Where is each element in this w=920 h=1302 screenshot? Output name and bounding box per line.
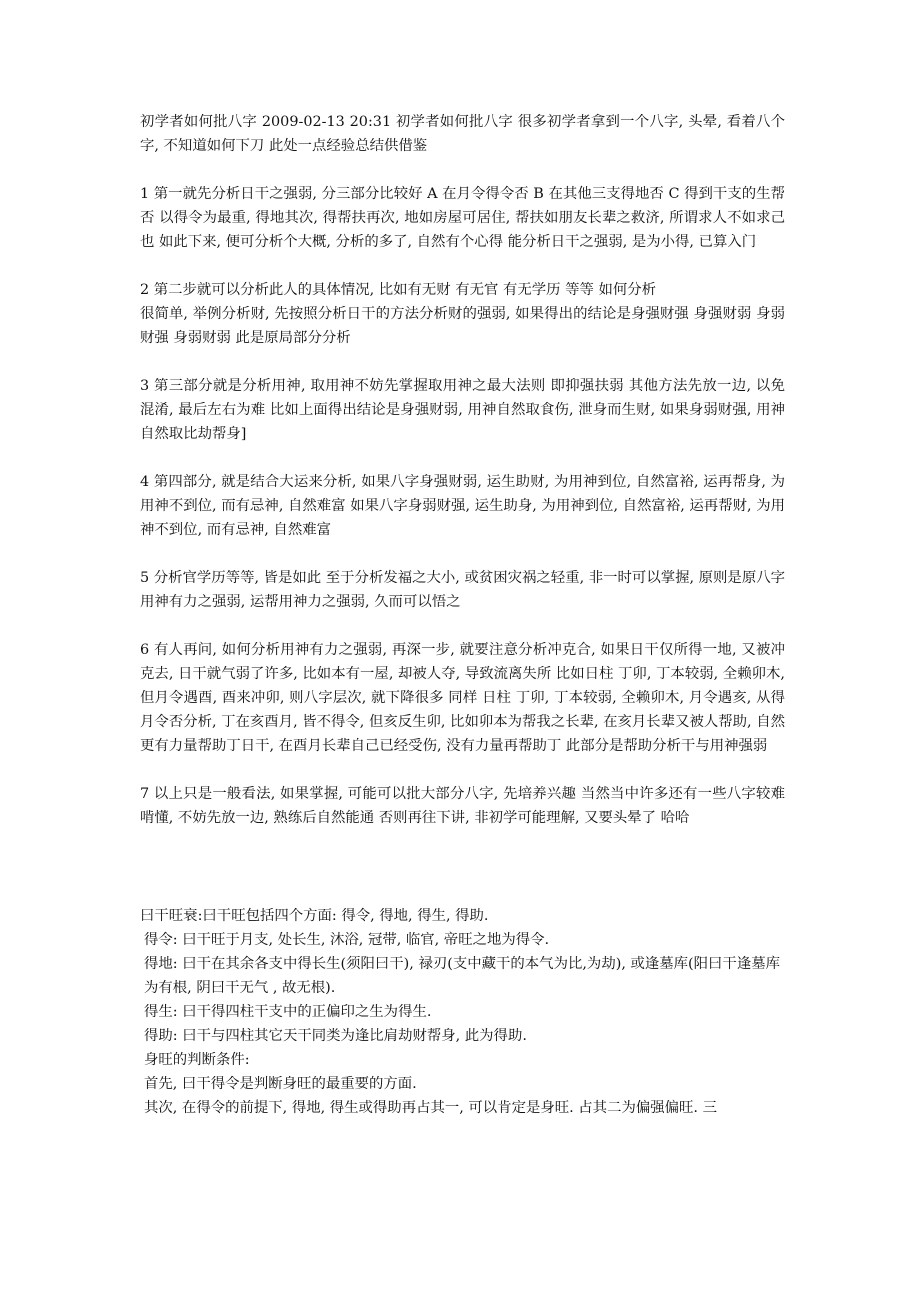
section-gap [140,854,785,904]
section-heading: 曰干旺衰:曰干旺包括四个方面: 得令, 得地, 得生, 得助. [140,908,489,924]
section-line-dedi: 得地: 曰干在其余各支中得长生(须阳曰干), 禄刃(支中藏干的本气为比,为劫), 或逢墓库(阳曰干逢墓库为有根, 阴曰干无气 , 故无根). [144,956,780,996]
section-rizhi-wangshuai [140,904,785,1120]
section-line-deling: 得令: 曰干旺于月支, 处长生, 沐浴, 冠带, 临官, 帝旺之地为得令. [144,932,550,948]
section-line-second: 其次, 在得令的前提下, 得地, 得生或得助再占其一, 可以肯定是身旺. 占其二为偏强偏旺. 三 [144,1100,717,1116]
intro-paragraph: 初学者如何批八字 2009-02-13 20:31 初学者如何批八字 很多初学者拿到一个八字, 头晕, 看着八个字, 不知道如何下刀 此处一点经验总结供借鉴 [140,114,785,154]
paragraph-5: 5 分析官学历等等, 皆是如此 至于分析发福之大小, 或贫困灾祸之轻重, 非一时可以掌握, 原则是原八字用神有力之强弱, 运帮用神力之强弱, 久而可以悟之 [140,570,785,610]
paragraph-3: 3 第三部分就是分析用神, 取用神不妨先掌握取用神之最大法则 即抑强扶弱 其他方法先放一边, 以免混淆, 最后左右为难 比如上面得出结论是身强财弱, 用神自然取食伤, 泄身而生财, 如果身弱财强, 用神自然取比劫帮身] [140,378,785,442]
paragraph-2 [140,278,785,350]
paragraph-6: 6 有人再问, 如何分析用神有力之强弱, 再深一步, 就要注意分析冲克合, 如果日干仅所得一地, 又被冲克去, 日干就气弱了许多, 比如本有一屋, 却被人夺, 导致流离失所 比如日柱 丁卯, 丁本较弱, 全赖卯木, 但月令遇酉, 酉来冲卯, 则八字层次, 就下降很多 同样 日柱 丁卯, 丁本较弱, 全赖卯木, 月令遇亥, 从得月令否分析, 丁在亥酉月, 皆不得令, 但亥反生卯, 比如卯本为帮我之长辈, 在亥月长辈又被人帮助, 自然更有力量帮助丁日干, 在酉月长辈自己已经受伤, 没有力量再帮助丁 此部分是帮助分析干与用神强弱 [140,642,785,754]
section-line-desheng: 得生: 曰干得四柱干支中的正偏印之生为得生. [144,1004,432,1020]
paragraph-4: 4 第四部分, 就是结合大运来分析, 如果八字身强财弱, 运生助财, 为用神到位, 自然富裕, 运再帮身, 为用神不到位, 而有忌神, 自然难富 如果八字身弱财强, 运生助身, 为用神到位, 自然富裕, 运再帮财, 为用神不到位, 而有忌神, 自然难富 [140,474,785,538]
paragraph-1: 1 第一就先分析日干之强弱, 分三部分比较好 A 在月令得令否 B 在其他三支得地否 C 得到干支的生帮否 以得令为最重, 得地其次, 得帮扶再次, 地如房屋可居住, 帮扶如朋友长辈之救济, 所谓求人不如求己也 如此下来, 便可分析个大概, 分析的多了, 自然有个心得 能分析日干之强弱, 是为小得, 已算入门 [140,186,785,250]
section-line-first: 首先, 曰干得令是判断身旺的最重要的方面. [144,1076,417,1092]
paragraph-7: 7 以上只是一般看法, 如果掌握, 可能可以批大部分八字, 先培养兴趣 当然当中许多还有一些八字较难啃懂, 不妨先放一边, 熟练后自然能通 否则再往下讲, 非初学可能理解, 又要头晕了 哈哈 [140,786,785,826]
paragraph-2-line-2: 很简单, 举例分析财, 先按照分析日干的方法分析财的强弱, 如果得出的结论是身强财强 身强财弱 身弱财强 身弱财弱 此是原局部分分析 [140,306,785,346]
paragraph-2-line-1: 2 第二步就可以分析此人的具体情况, 比如有无财 有无官 有无学历 等等 如何分析 [140,282,657,298]
section-line-condition-title: 身旺的判断条件: [144,1052,250,1068]
document-body [140,110,785,1120]
section-line-dezhu: 得助: 曰干与四柱其它天干同类为逢比肩劫财帮身, 此为得助. [144,1028,527,1044]
